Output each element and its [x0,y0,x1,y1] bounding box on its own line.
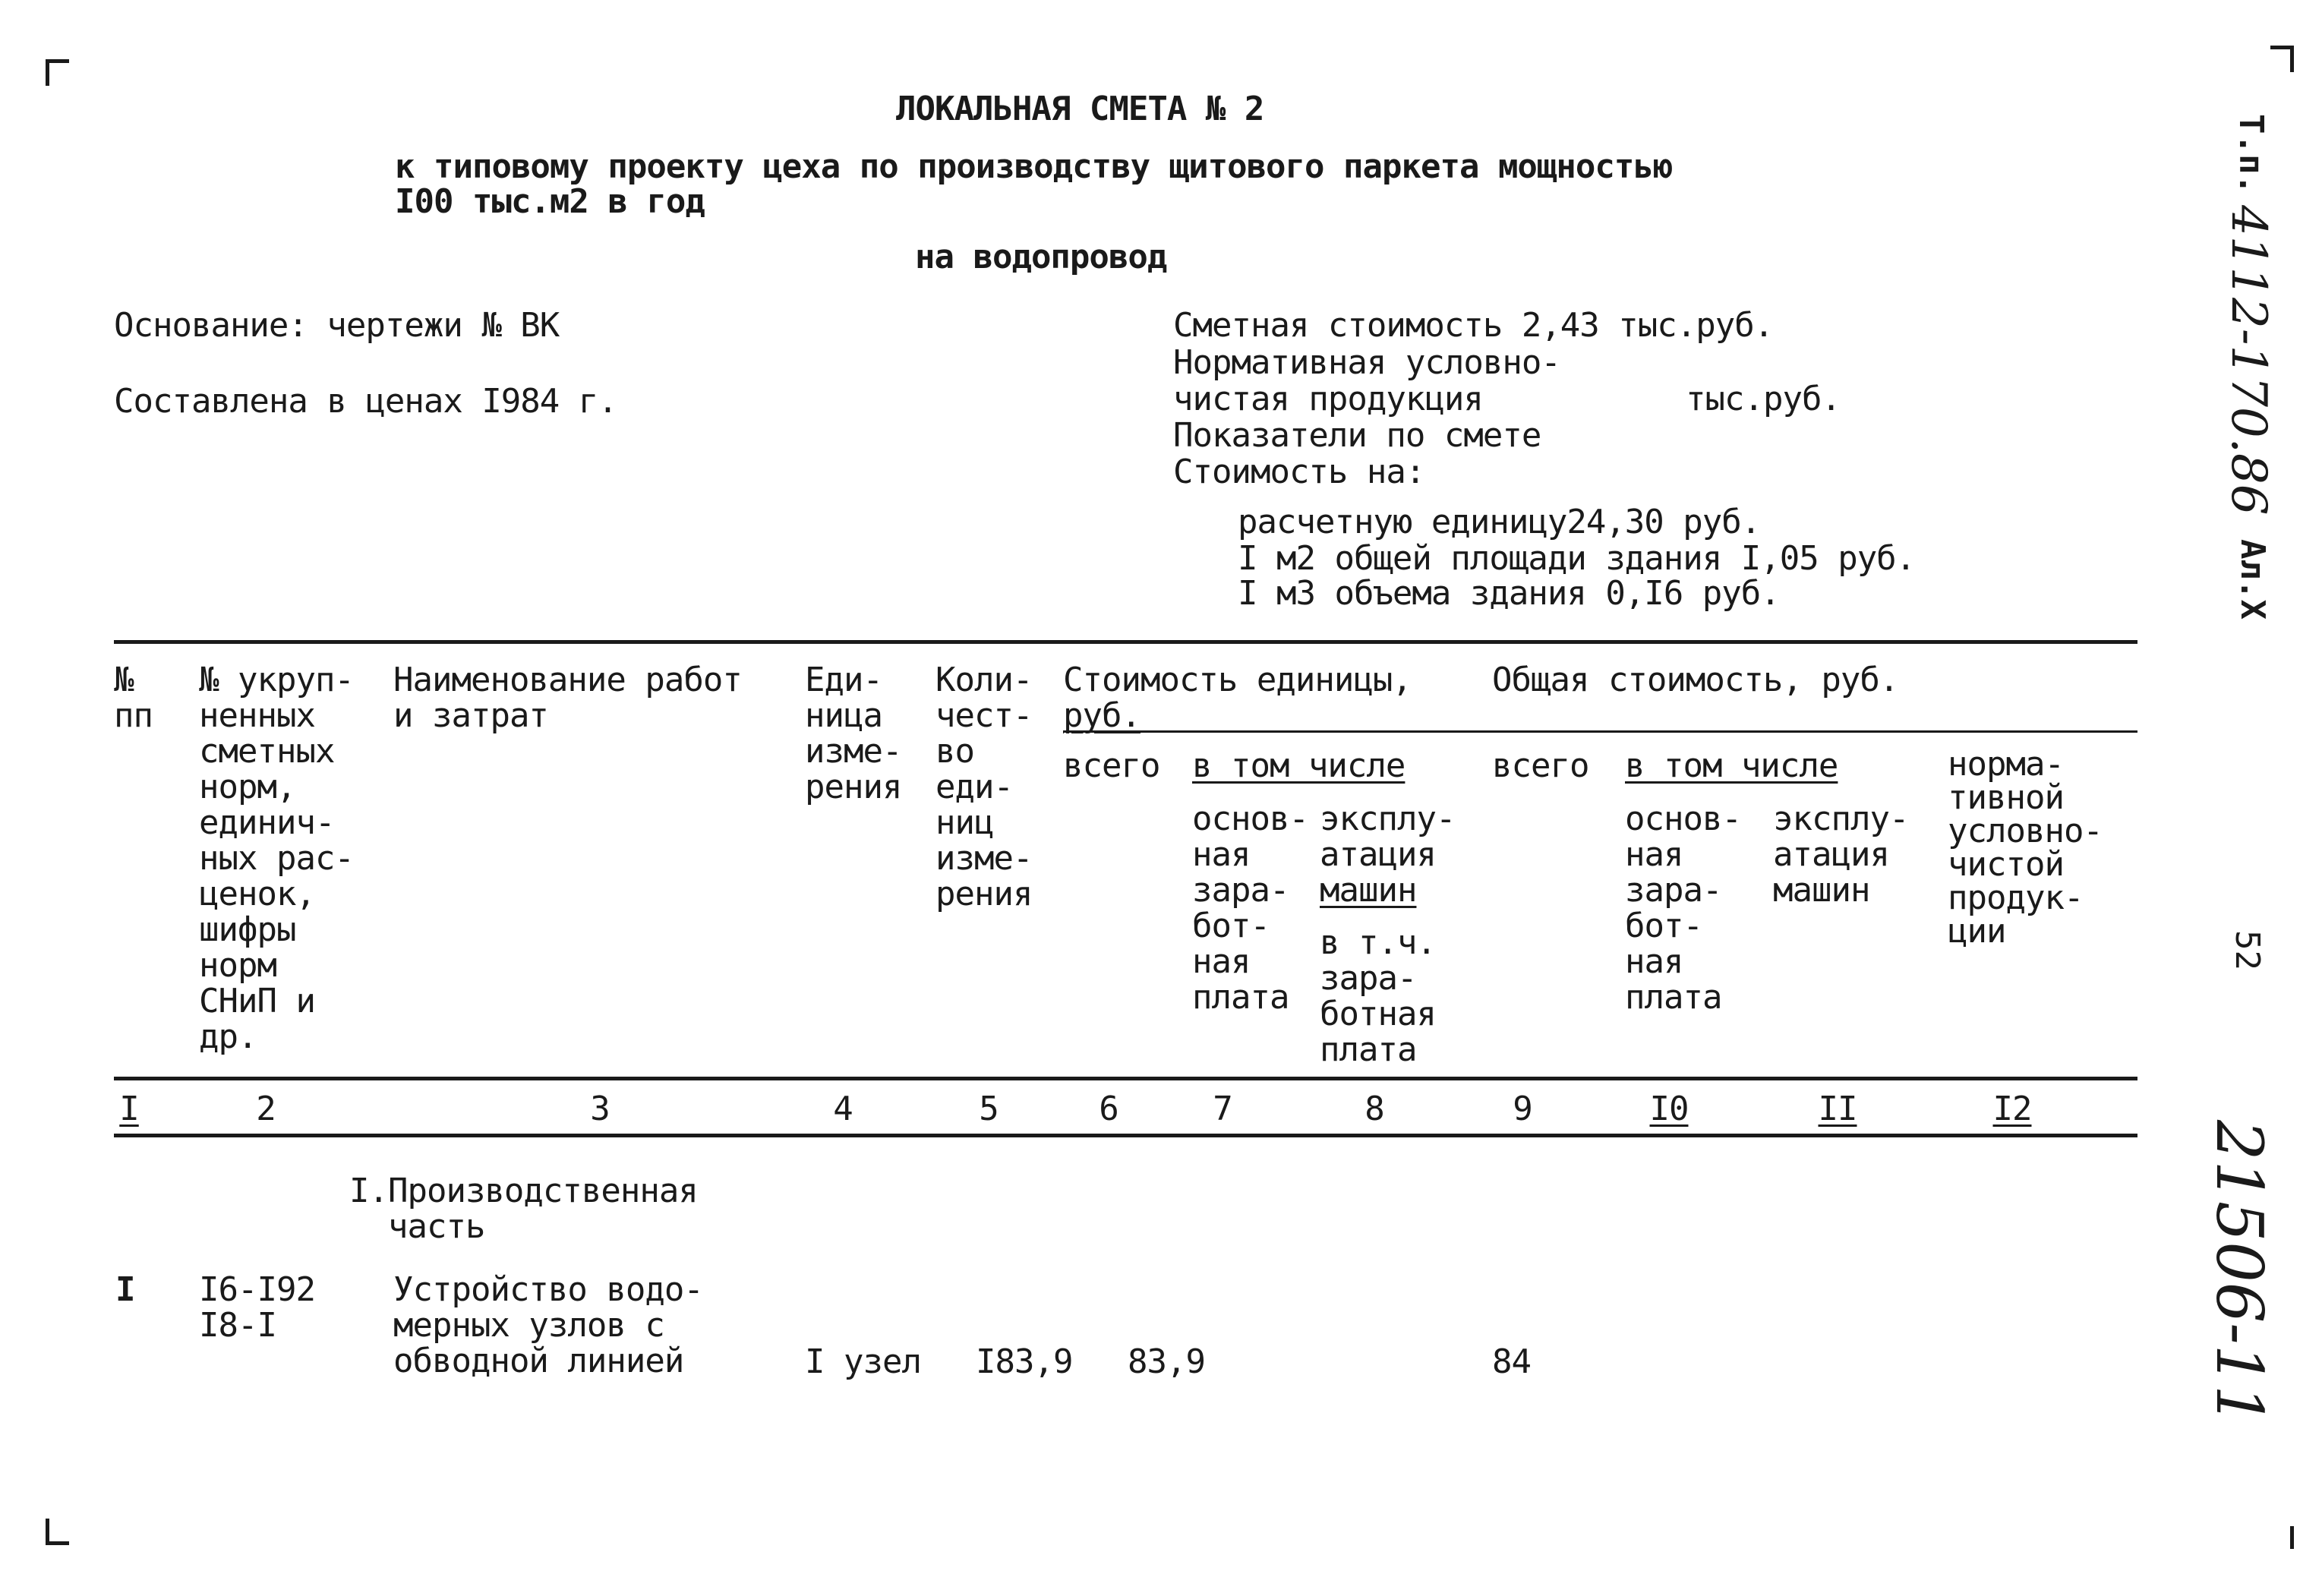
normative-label-1: Нормативная условно- [1173,343,1560,382]
col-number-1: I [119,1090,139,1128]
header-work-name: Наименование работ и затрат [393,661,742,735]
table-top-rule [114,640,2137,644]
col-number-4: 4 [833,1090,853,1128]
header-total-salary: основ- ная зара- бот- ная плата [1625,800,1741,1017]
margin-project-handwritten: 4112-170.86 [2220,205,2276,516]
row-norm-code: I6-I92 I8-I [199,1270,315,1345]
header-row-number: № пп [114,661,153,735]
header-total-machines: эксплу- атация машин [1773,800,1909,910]
crop-mark-bottom-right [2270,1526,2294,1549]
row-work-name: Устройство водо- мерных узлов с обводной линией [393,1270,703,1380]
normative-unit: тыс.руб. [1686,380,1841,418]
basis-text: Основание: чертежи № ВК [114,306,560,345]
header-unit-total: всего [1063,746,1160,785]
row-total: 84 [1492,1342,1531,1381]
document-title: ЛОКАЛЬНАЯ СМЕТА № 2 [896,90,1264,128]
capacity-line: I00 тыс.м2 в год [395,182,705,221]
col-number-6: 6 [1099,1090,1118,1128]
header-bottom-rule [114,1077,2137,1080]
estimated-cost: Сметная стоимость 2,43 тыс.руб. [1173,306,1774,345]
header-unit-including: в том числе [1192,746,1406,785]
row-unit: I узел [805,1342,921,1381]
header-unit-salary: основ- ная зара- бот- ная плата [1192,800,1308,1017]
col-number-3: 3 [590,1090,610,1128]
col-number-10: I0 [1649,1090,1689,1128]
header-quantity: Коли- чест- во еди- ниц изме- рения [935,661,1033,913]
header-unit-machines-b: машин [1320,871,1417,910]
cost-per-m3: I м3 объема здания 0,I6 руб. [1238,574,1780,613]
crop-mark-top-left [46,59,69,86]
header-total-all: всего [1492,746,1589,785]
header-unit-cost: Стоимость единицы, [1063,661,1412,699]
crop-mark-bottom-left [46,1519,69,1545]
price-year-text: Составлена в ценах I984 г. [114,382,617,421]
header-unit-machines: эксплу- атация [1320,800,1456,874]
header-total-including: в том числе [1625,746,1838,785]
row-number: I [115,1270,135,1309]
header-norm-code: № укруп- ненных сметных норм, единич- ных рас- ценок, шифры норм СНиП и др. [199,661,354,1056]
col-number-8: 8 [1364,1090,1384,1128]
section-heading: I.Производственная часть [349,1172,698,1246]
header-unit-cost-rub: руб. [1063,696,1140,735]
header-normative-product: норма- тивной условно- чистой продук- ции [1948,745,2103,951]
crop-mark-top-right [2270,46,2294,72]
project-line: к типовому проекту цеха по производству щитового паркета мощностью [395,147,1673,186]
margin-sheet-label: Ал.X [2233,539,2272,620]
col-number-2: 2 [256,1090,276,1128]
cost-per-label: Стоимость на: [1173,453,1425,491]
row-quantity: I83,9 [976,1342,1073,1381]
cost-per-m2: I м2 общей площади здания I,05 руб. [1238,539,1916,578]
indicators-label: Показатели по смете [1173,416,1541,455]
col-number-5: 5 [979,1090,999,1128]
row-unit-total: 83,9 [1128,1342,1205,1381]
subtitle-water-supply: на водопровод [915,238,1167,276]
header-unit-machine-salary: в т.ч. зара- ботная плата [1320,923,1436,1069]
margin-inventory-handwritten: 21506-11 [2202,1120,2276,1426]
header-total-cost: Общая стоимость, руб. [1492,661,1899,699]
header-unit: Еди- ница изме- рения [805,661,902,806]
cost-per-unit: расчетную единицу24,30 руб. [1238,503,1761,541]
unit-cost-rule [1063,730,2137,733]
col-numbers-rule [114,1134,2137,1137]
col-number-7: 7 [1213,1090,1232,1128]
col-number-11: II [1818,1090,1857,1128]
margin-page-number: 52 [2228,930,2267,970]
margin-project-label: Т.п. [2232,114,2270,194]
normative-label-2: чистая продукция [1173,380,1483,418]
col-number-12: I2 [1992,1090,2032,1128]
col-number-9: 9 [1513,1090,1532,1128]
